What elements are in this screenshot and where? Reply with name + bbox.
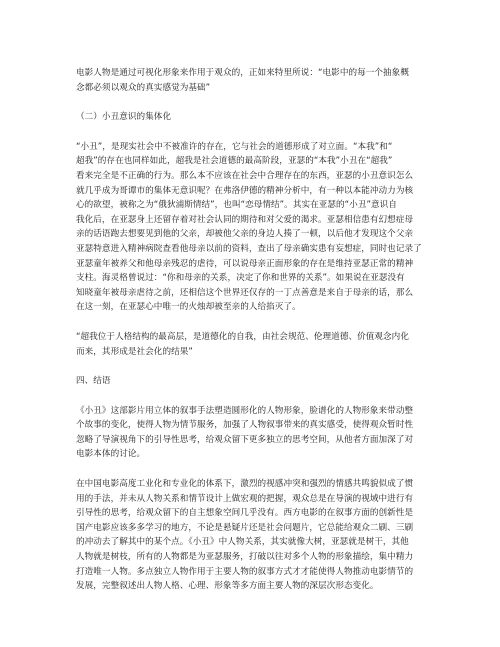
superego-quote (76, 330, 426, 359)
intro-paragraph-line-1: 电影人物是通过可视化形象来作用于观众的，正如来特里所说：“电影中的每一个抽象概 (76, 68, 409, 78)
paragraph-line: 引导性的思考，给观众留下的自主想象空间几乎没有。西方电影的在叙事方面的创新性是 (76, 508, 414, 519)
paragraph-line: 就几乎成为哥谭市的集体无意识呢？在弗洛伊德的精神分析中，有一种以本能冲动力为核 (76, 185, 414, 196)
paragraph-line: 心的欲望，被称之为“俄狄浦斯情结”，也叫“恋母情结”。其实在亚瑟的“小丑”意识自 (76, 200, 397, 211)
paragraph-line: 个故事的变化，使得人物为情节服务，加强了人物叙事带来的真实感受，使得观众暂时性 (76, 420, 414, 431)
document-page (76, 66, 426, 594)
paragraph-line: “小丑”，是现实社会中不被准许的存在，它与社会的道德形成了对立面。“本我”和“ (76, 141, 393, 152)
paragraph-line: 人物就是树枝，所有的人物都是为亚瑟服务，打破以往对多个人物的形象描绘，集中精力 (76, 552, 414, 563)
paragraph-line: 电影本体的讨论。 (76, 449, 146, 460)
paragraph-collective-consciousness (76, 140, 426, 315)
paragraph-line: 超我”的存在也同样如此，超我是社会道德的最高阶段，亚瑟的“本我”小丑在“超我” (76, 156, 393, 167)
paragraph-line: 《小丑》这部影片用立体的叙事手法塑造圆形化的人物形象，脸谱化的人物形象来带动整 (76, 405, 414, 416)
conclusion-heading: 四、结语 (76, 376, 111, 387)
paragraph-line: 的冲动去了解其中的某个点。《小丑》中人物关系，其实就像大树，亚瑟就是树干，其他 (76, 537, 409, 548)
paragraph-line: 看来完全是不正确的行为。那么本不应该在社会中合理存在的东西，亚瑟的小丑意识怎么 (76, 170, 414, 181)
paragraph-line: 发展，完整叙述出人物人格、心理、形象等多方面主要人物的深层次形态变化。 (76, 581, 379, 592)
paragraph-line: 支柱。海灵格曾说过：“你和母亲的关系，决定了你和世界的关系”。如果说在亚瑟没有 (76, 273, 405, 284)
paragraph-conclusion-2 (76, 477, 426, 594)
paragraph-line: 忽略了导演视角下的引导性思考，给观众留下更多独立的思考空间，从他者方面加深了对 (76, 434, 414, 445)
paragraph-line: 打造唯一人物。多点独立人物作用于主要人物的叙事方式才才能使得人物推动电影情节的 (76, 566, 414, 577)
paragraph-conclusion-1 (76, 404, 426, 462)
paragraph-line: 在中国电影高度工业化和专业化的体系下，激烈的视感冲突和强烈的情感共鸣貌似成了惯 (76, 479, 414, 490)
intro-paragraph-line-2: 念都必须以观众的真实感觉为基础” (76, 82, 211, 93)
paragraph-line: 亲的话语跑去想要见到他的父亲，却被他父亲的身边人揍了一顿，以后他才发现这个父亲 (76, 229, 414, 240)
paragraph-line: 用的手法，并未从人物关系和情节设计上做宏观的把握，观众总是在导演的视域中进行有 (76, 493, 414, 504)
quote-line: 而来，其形成是社会化的结果” (76, 346, 193, 357)
paragraph-line: 知晓童年被母亲虐待之前，还相信这个世界还仅存的一丁点善意是来自于母亲的话，那么 (76, 287, 414, 298)
paragraph-line: 国产电影应该多多学习的地方，不论是悬疑片还是社会问题片，它总能给观众二刷、三刷 (76, 522, 414, 533)
paragraph-line: 亚瑟童年被养父和他母亲残忍的虐待，可以说母亲正面形象的存在是维持亚瑟正常的精神 (76, 258, 414, 269)
paragraph-line: 亚瑟特意进入精神病院查看他母亲以前的资料，查出了母亲确实患有妄想症，同时也记录了 (76, 243, 422, 254)
paragraph-line: 在这一刻，在亚瑟心中唯一的火烛却被至亲的人给掐灭了。 (76, 302, 301, 313)
section-heading: （二）小丑意识的集体化 (76, 112, 172, 123)
paragraph-line: 我化后，在亚瑟身上还留存着对社会认同的期待和对父爱的渴求。亚瑟相信患有幻想症母 (76, 214, 414, 225)
quote-line: “超我位于人格结构的最高层，是道德化的自我，由社会规范、伦理道德、价值观念内化 (76, 331, 409, 342)
